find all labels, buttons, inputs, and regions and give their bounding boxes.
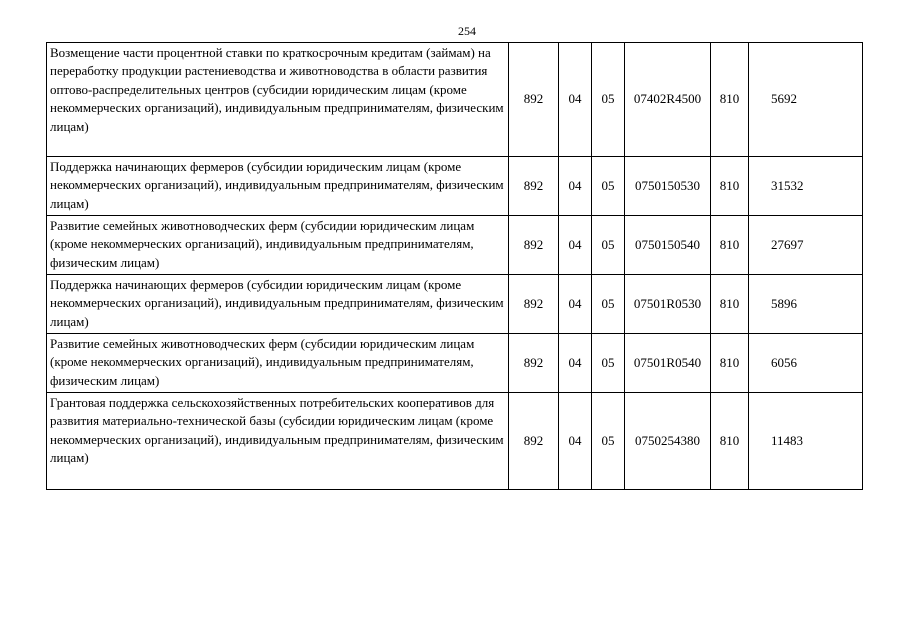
amount: 5896 [749, 275, 863, 334]
target-article-code: 0750150530 [625, 157, 711, 216]
expense-type-code: 810 [711, 275, 749, 334]
page-number: 254 [458, 24, 476, 38]
section-code: 04 [559, 334, 592, 393]
row-description: Поддержка начинающих фермеров (субсидии юридическим лицам (кроме некоммерческих организаций), индивидуальным предпринимателям, физическим лицам) [47, 275, 509, 334]
table-row [47, 157, 863, 216]
ministry-code: 892 [509, 157, 559, 216]
section-code: 04 [559, 393, 592, 490]
section-code: 04 [559, 43, 592, 157]
target-article-code: 0750254380 [625, 393, 711, 490]
target-article-code: 07501R0540 [625, 334, 711, 393]
amount: 5692 [749, 43, 863, 157]
subsection-code: 05 [592, 393, 625, 490]
target-article-code: 07402R4500 [625, 43, 711, 157]
amount: 27697 [749, 216, 863, 275]
table-row [47, 43, 863, 157]
amount: 11483 [749, 393, 863, 490]
table-row [47, 275, 863, 334]
subsection-code: 05 [592, 334, 625, 393]
expense-type-code: 810 [711, 43, 749, 157]
ministry-code: 892 [509, 334, 559, 393]
target-article-code: 0750150540 [625, 216, 711, 275]
section-code: 04 [559, 157, 592, 216]
row-description: Возмещение части процентной ставки по краткосрочным кредитам (займам) на переработку продукции растениеводства и животноводства в области развития оптово-распределительных центров (субсидии юридическим лицам (кроме некоммерческих организаций), индивидуальным предпринимателям, физическим лицам) [47, 43, 509, 157]
expense-type-code: 810 [711, 393, 749, 490]
row-description: Поддержка начинающих фермеров (субсидии юридическим лицам (кроме некоммерческих организаций), индивидуальным предпринимателям, физическим лицам) [47, 157, 509, 216]
section-code: 04 [559, 275, 592, 334]
expense-type-code: 810 [711, 157, 749, 216]
amount: 31532 [749, 157, 863, 216]
subsection-code: 05 [592, 275, 625, 334]
ministry-code: 892 [509, 43, 559, 157]
row-description: Развитие семейных животноводческих ферм (субсидии юридическим лицам (кроме некоммерческих организаций), индивидуальным предпринимателям, физическим лицам) [47, 216, 509, 275]
section-code: 04 [559, 216, 592, 275]
subsection-code: 05 [592, 157, 625, 216]
expense-type-code: 810 [711, 216, 749, 275]
table-row [47, 216, 863, 275]
ministry-code: 892 [509, 393, 559, 490]
ministry-code: 892 [509, 275, 559, 334]
expense-type-code: 810 [711, 334, 749, 393]
table-row [47, 334, 863, 393]
row-description: Развитие семейных животноводческих ферм (субсидии юридическим лицам (кроме некоммерческих организаций), индивидуальным предпринимателям, физическим лицам) [47, 334, 509, 393]
subsection-code: 05 [592, 216, 625, 275]
budget-table [46, 42, 863, 490]
amount: 6056 [749, 334, 863, 393]
target-article-code: 07501R0530 [625, 275, 711, 334]
subsection-code: 05 [592, 43, 625, 157]
row-description: Грантовая поддержка сельскохозяйственных потребительских кооперативов для развития материально-технической базы (субсидии юридическим лицам (кроме некоммерческих организаций), индивидуальным предпринимателям, физическим лицам) [47, 393, 509, 490]
ministry-code: 892 [509, 216, 559, 275]
table-row [47, 393, 863, 490]
